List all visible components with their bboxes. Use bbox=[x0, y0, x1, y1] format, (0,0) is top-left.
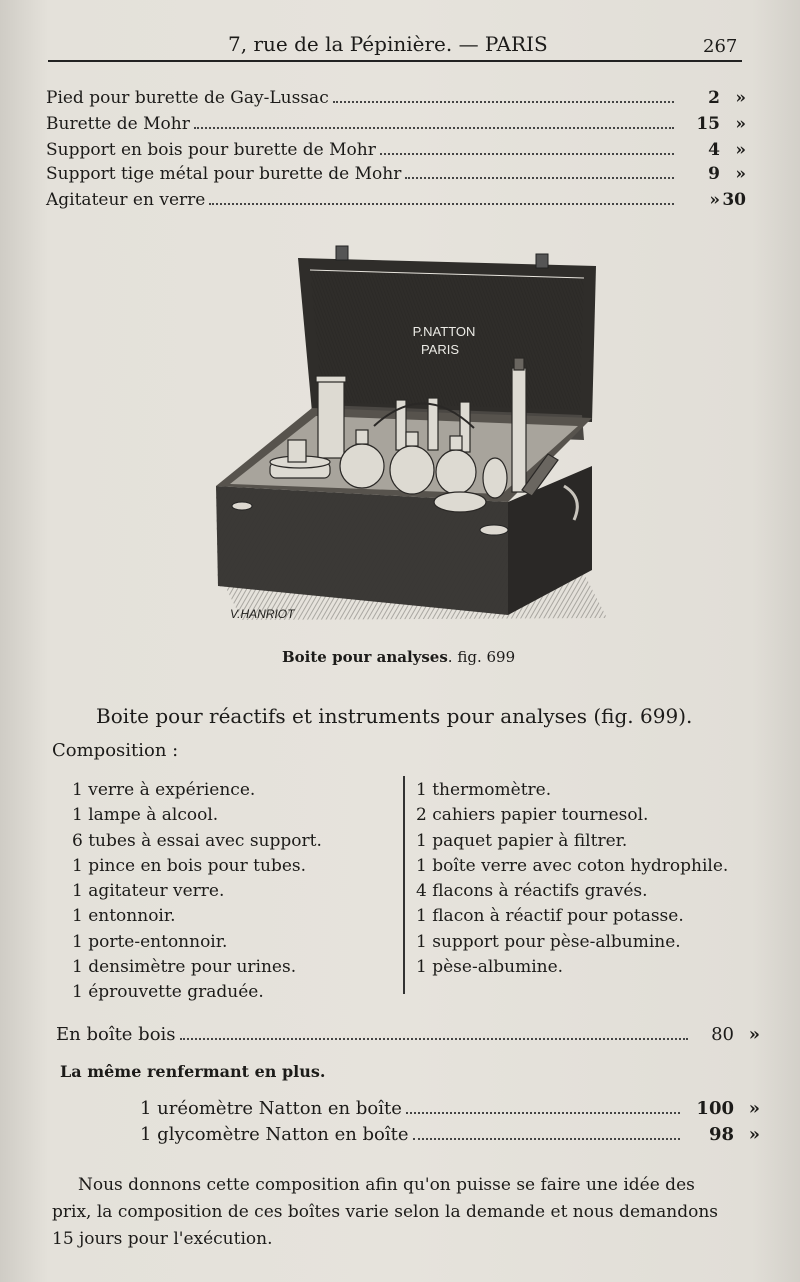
extra-price-row bbox=[140, 1098, 760, 1122]
extra-heading: La même renfermant en plus. bbox=[60, 1062, 326, 1081]
figure-caption-title: Boite pour analyses bbox=[282, 648, 448, 666]
price-row-unit: » bbox=[735, 88, 746, 108]
extra-price-unit: » bbox=[748, 1098, 760, 1119]
extra-price-row bbox=[140, 1124, 760, 1148]
composition-list-right bbox=[416, 778, 728, 980]
leader-dots bbox=[180, 1038, 688, 1040]
list-item: 1 verre à expérience. bbox=[72, 780, 256, 800]
list-item: 6 tubes à essai avec support. bbox=[72, 830, 322, 851]
extra-price-label: 1 uréomètre Natton en boîte bbox=[140, 1098, 402, 1119]
price-row bbox=[46, 190, 746, 214]
leader-dots bbox=[406, 1112, 680, 1114]
price-row-price: 15 bbox=[696, 114, 720, 134]
price-row bbox=[46, 164, 746, 188]
price-row-unit: » bbox=[735, 164, 746, 184]
box-price-value: 80 bbox=[711, 1024, 734, 1045]
figure-caption bbox=[282, 648, 515, 666]
price-row bbox=[46, 140, 746, 164]
footnote-paragraph bbox=[52, 1172, 764, 1253]
page-header-address: 7, rue de la Pépinière. — PARIS bbox=[228, 32, 548, 56]
price-row-unit: 30 bbox=[722, 190, 746, 210]
leader-dots bbox=[405, 177, 674, 179]
price-row-label: Agitateur en verre bbox=[46, 190, 206, 210]
paragraph-line: Nous donnons cette composition afin qu'on puisse se faire une idée des bbox=[78, 1175, 695, 1195]
price-row bbox=[46, 114, 746, 138]
box-price-row bbox=[56, 1024, 760, 1048]
list-item: 1 porte-entonnoir. bbox=[72, 931, 228, 952]
list-item: 2 cahiers papier tournesol. bbox=[416, 805, 649, 826]
price-row bbox=[46, 88, 746, 112]
column-divider bbox=[403, 776, 405, 994]
paragraph-line: 15 jours pour l'exécution. bbox=[52, 1229, 273, 1249]
composition-label: Composition : bbox=[52, 740, 179, 761]
list-item: 1 support pour pèse-albumine. bbox=[416, 931, 681, 952]
list-item: 1 lampe à alcool. bbox=[72, 805, 219, 826]
price-row-price: 2 bbox=[708, 88, 720, 108]
list-item: 1 éprouvette graduée. bbox=[72, 982, 264, 1003]
box-price-label: En boîte bois bbox=[56, 1024, 176, 1045]
paragraph-line: prix, la composition de ces boîtes varie selon la demande et nous demandons bbox=[52, 1202, 718, 1222]
list-item: 1 boîte verre avec coton hydrophile. bbox=[416, 855, 729, 876]
list-item: 1 densimètre pour urines. bbox=[72, 957, 297, 978]
lid-maker-text: P.NATTON bbox=[412, 324, 476, 339]
price-row-label: Support en bois pour burette de Mohr bbox=[46, 140, 376, 160]
leader-dots bbox=[380, 153, 674, 155]
box-price-unit: » bbox=[748, 1024, 760, 1045]
price-row-label: Burette de Mohr bbox=[46, 114, 190, 134]
list-item: 1 entonnoir. bbox=[72, 906, 176, 927]
leader-dots bbox=[194, 127, 674, 129]
header-rule bbox=[48, 60, 742, 62]
leader-dots bbox=[333, 101, 674, 103]
extra-price-value: 98 bbox=[708, 1124, 734, 1145]
leader-dots bbox=[209, 203, 674, 205]
list-item: 4 flacons à réactifs gravés. bbox=[416, 881, 648, 902]
list-item: 1 pince en bois pour tubes. bbox=[72, 855, 307, 876]
extra-price-label: 1 glycomètre Natton en boîte bbox=[140, 1124, 409, 1145]
page-number: 267 bbox=[703, 36, 738, 57]
section-heading: Boite pour réactifs et instruments pour analyses (fig. 699). bbox=[96, 704, 693, 728]
lid-city-text: PARIS bbox=[420, 342, 460, 357]
price-row-price: » bbox=[709, 190, 720, 210]
composition-list-left bbox=[72, 778, 322, 1006]
price-row-unit: » bbox=[735, 140, 746, 160]
list-item: 1 pèse-albumine. bbox=[416, 957, 564, 978]
price-row-label: Support tige métal pour burette de Mohr bbox=[46, 164, 402, 184]
list-item: 1 flacon à réactif pour potasse. bbox=[416, 906, 684, 927]
list-item: 1 agitateur verre. bbox=[72, 881, 225, 902]
engraver-signature: V.HANRIOT bbox=[230, 607, 295, 621]
leader-dots bbox=[413, 1138, 680, 1140]
extra-price-unit: » bbox=[748, 1124, 760, 1145]
price-row-price: 9 bbox=[708, 164, 720, 184]
price-row-unit: » bbox=[735, 114, 746, 134]
extra-price-value: 100 bbox=[696, 1098, 734, 1119]
analysis-box-illustration bbox=[212, 240, 612, 630]
price-row-label: Pied pour burette de Gay-Lussac bbox=[46, 88, 329, 108]
price-row-price: 4 bbox=[708, 140, 720, 160]
figure-caption-ref: . fig. 699 bbox=[447, 648, 516, 666]
list-item: 1 thermomètre. bbox=[416, 780, 552, 800]
list-item: 1 paquet papier à filtrer. bbox=[416, 830, 628, 851]
